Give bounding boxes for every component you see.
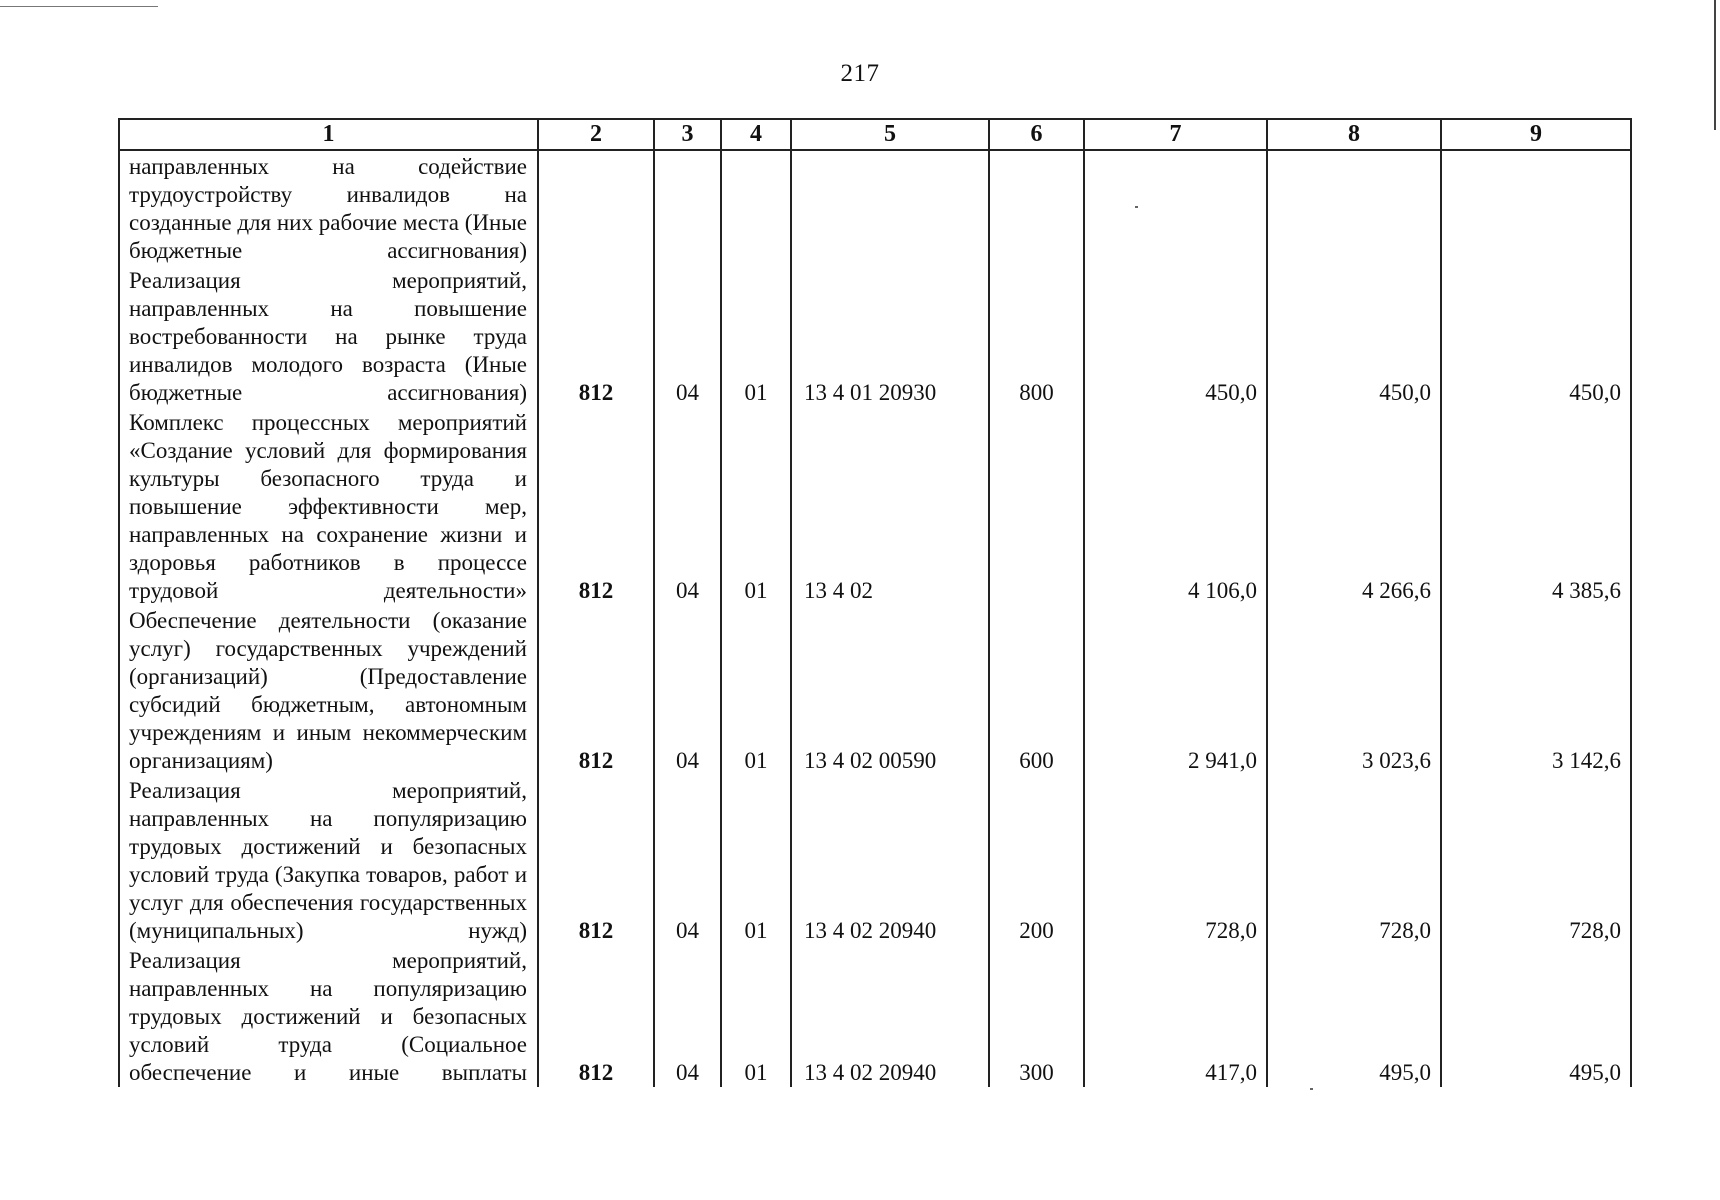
- section-code: 04: [654, 407, 721, 605]
- amount-year-2: 3 023,6: [1267, 605, 1441, 775]
- table-row: [119, 407, 1631, 605]
- amount-year-3: 3 142,6: [1441, 605, 1631, 775]
- amount-year-1: 4 106,0: [1084, 407, 1267, 605]
- main-administrator-code: 812: [538, 265, 654, 407]
- target-article-code: 13 4 02 20940: [791, 775, 989, 945]
- amount-year-1: 417,0: [1084, 945, 1267, 1087]
- subsection-code: 01: [721, 265, 791, 407]
- row-description: Комплекс процессных мероприятий «Создание условий для формирования культуры безопасного труда и повышение эффективности мер, направленных на сохранение жизни и здоровья работников в процессе трудовой деятельности»: [119, 407, 538, 605]
- continuation-row: [119, 150, 1631, 265]
- amount-year-3: 4 385,6: [1441, 407, 1631, 605]
- scan-speck: [1135, 206, 1138, 208]
- empty-cell: [538, 150, 654, 265]
- header-row: [119, 119, 1631, 150]
- amount-year-2: 495,0: [1267, 945, 1441, 1087]
- row-description: Реализация мероприятий, направленных на популяризацию трудовых достижений и безопасных условий труда (Социальное обеспечение и иные выплаты: [119, 945, 538, 1087]
- empty-cell: [721, 150, 791, 265]
- column-header-3: 3: [654, 119, 721, 150]
- column-header-4: 4: [721, 119, 791, 150]
- table-row: [119, 945, 1631, 1087]
- column-header-7: 7: [1084, 119, 1267, 150]
- amount-year-3: 450,0: [1441, 265, 1631, 407]
- column-header-6: 6: [989, 119, 1084, 150]
- budget-table: [118, 118, 1632, 1087]
- amount-year-2: 4 266,6: [1267, 407, 1441, 605]
- amount-year-3: 495,0: [1441, 945, 1631, 1087]
- subsection-code: 01: [721, 605, 791, 775]
- main-administrator-code: 812: [538, 407, 654, 605]
- expense-type-code: 300: [989, 945, 1084, 1087]
- column-header-8: 8: [1267, 119, 1441, 150]
- empty-cell: [654, 150, 721, 265]
- empty-cell: [989, 150, 1084, 265]
- target-article-code: 13 4 02: [791, 407, 989, 605]
- expense-type-code: 800: [989, 265, 1084, 407]
- section-code: 04: [654, 945, 721, 1087]
- main-administrator-code: 812: [538, 945, 654, 1087]
- scan-speck: [1310, 1088, 1313, 1090]
- table-row: [119, 605, 1631, 775]
- main-administrator-code: 812: [538, 775, 654, 945]
- target-article-code: 13 4 02 00590: [791, 605, 989, 775]
- row-description: Реализация мероприятий, направленных на повышение востребованности на рынке труда инвалидов молодого возраста (Иные бюджетные ассигнования): [119, 265, 538, 407]
- amount-year-1: 728,0: [1084, 775, 1267, 945]
- section-code: 04: [654, 605, 721, 775]
- amount-year-1: 450,0: [1084, 265, 1267, 407]
- section-code: 04: [654, 775, 721, 945]
- expense-type-code: 200: [989, 775, 1084, 945]
- target-article-code: 13 4 01 20930: [791, 265, 989, 407]
- amount-year-2: 450,0: [1267, 265, 1441, 407]
- amount-year-3: 728,0: [1441, 775, 1631, 945]
- row-description: Реализация мероприятий, направленных на популяризацию трудовых достижений и безопасных условий труда (Закупка товаров, работ и услуг для обеспечения государственных (муниципальных) нужд): [119, 775, 538, 945]
- table-row: [119, 265, 1631, 407]
- empty-cell: [1267, 150, 1441, 265]
- amount-year-2: 728,0: [1267, 775, 1441, 945]
- subsection-code: 01: [721, 407, 791, 605]
- expense-type-code: 600: [989, 605, 1084, 775]
- column-header-1: 1: [119, 119, 538, 150]
- column-header-9: 9: [1441, 119, 1631, 150]
- empty-cell: [791, 150, 989, 265]
- top-rule: [0, 6, 158, 7]
- section-code: 04: [654, 265, 721, 407]
- column-header-5: 5: [791, 119, 989, 150]
- amount-year-1: 2 941,0: [1084, 605, 1267, 775]
- subsection-code: 01: [721, 775, 791, 945]
- row-description: Обеспечение деятельности (оказание услуг) государственных учреждений (организаций) (Предоставление субсидий бюджетным, автономным учреждениям и иным некоммерческим организациям): [119, 605, 538, 775]
- page-number: 217: [840, 60, 880, 87]
- table-row: [119, 775, 1631, 945]
- expense-type-code: [989, 407, 1084, 605]
- subsection-code: 01: [721, 945, 791, 1087]
- empty-cell: [1441, 150, 1631, 265]
- main-administrator-code: 812: [538, 605, 654, 775]
- target-article-code: 13 4 02 20940: [791, 945, 989, 1087]
- column-header-2: 2: [538, 119, 654, 150]
- continuation-description: направленных на содействие трудоустройству инвалидов на созданные для них рабочие места (Иные бюджетные ассигнования): [119, 150, 538, 265]
- empty-cell: [1084, 150, 1267, 265]
